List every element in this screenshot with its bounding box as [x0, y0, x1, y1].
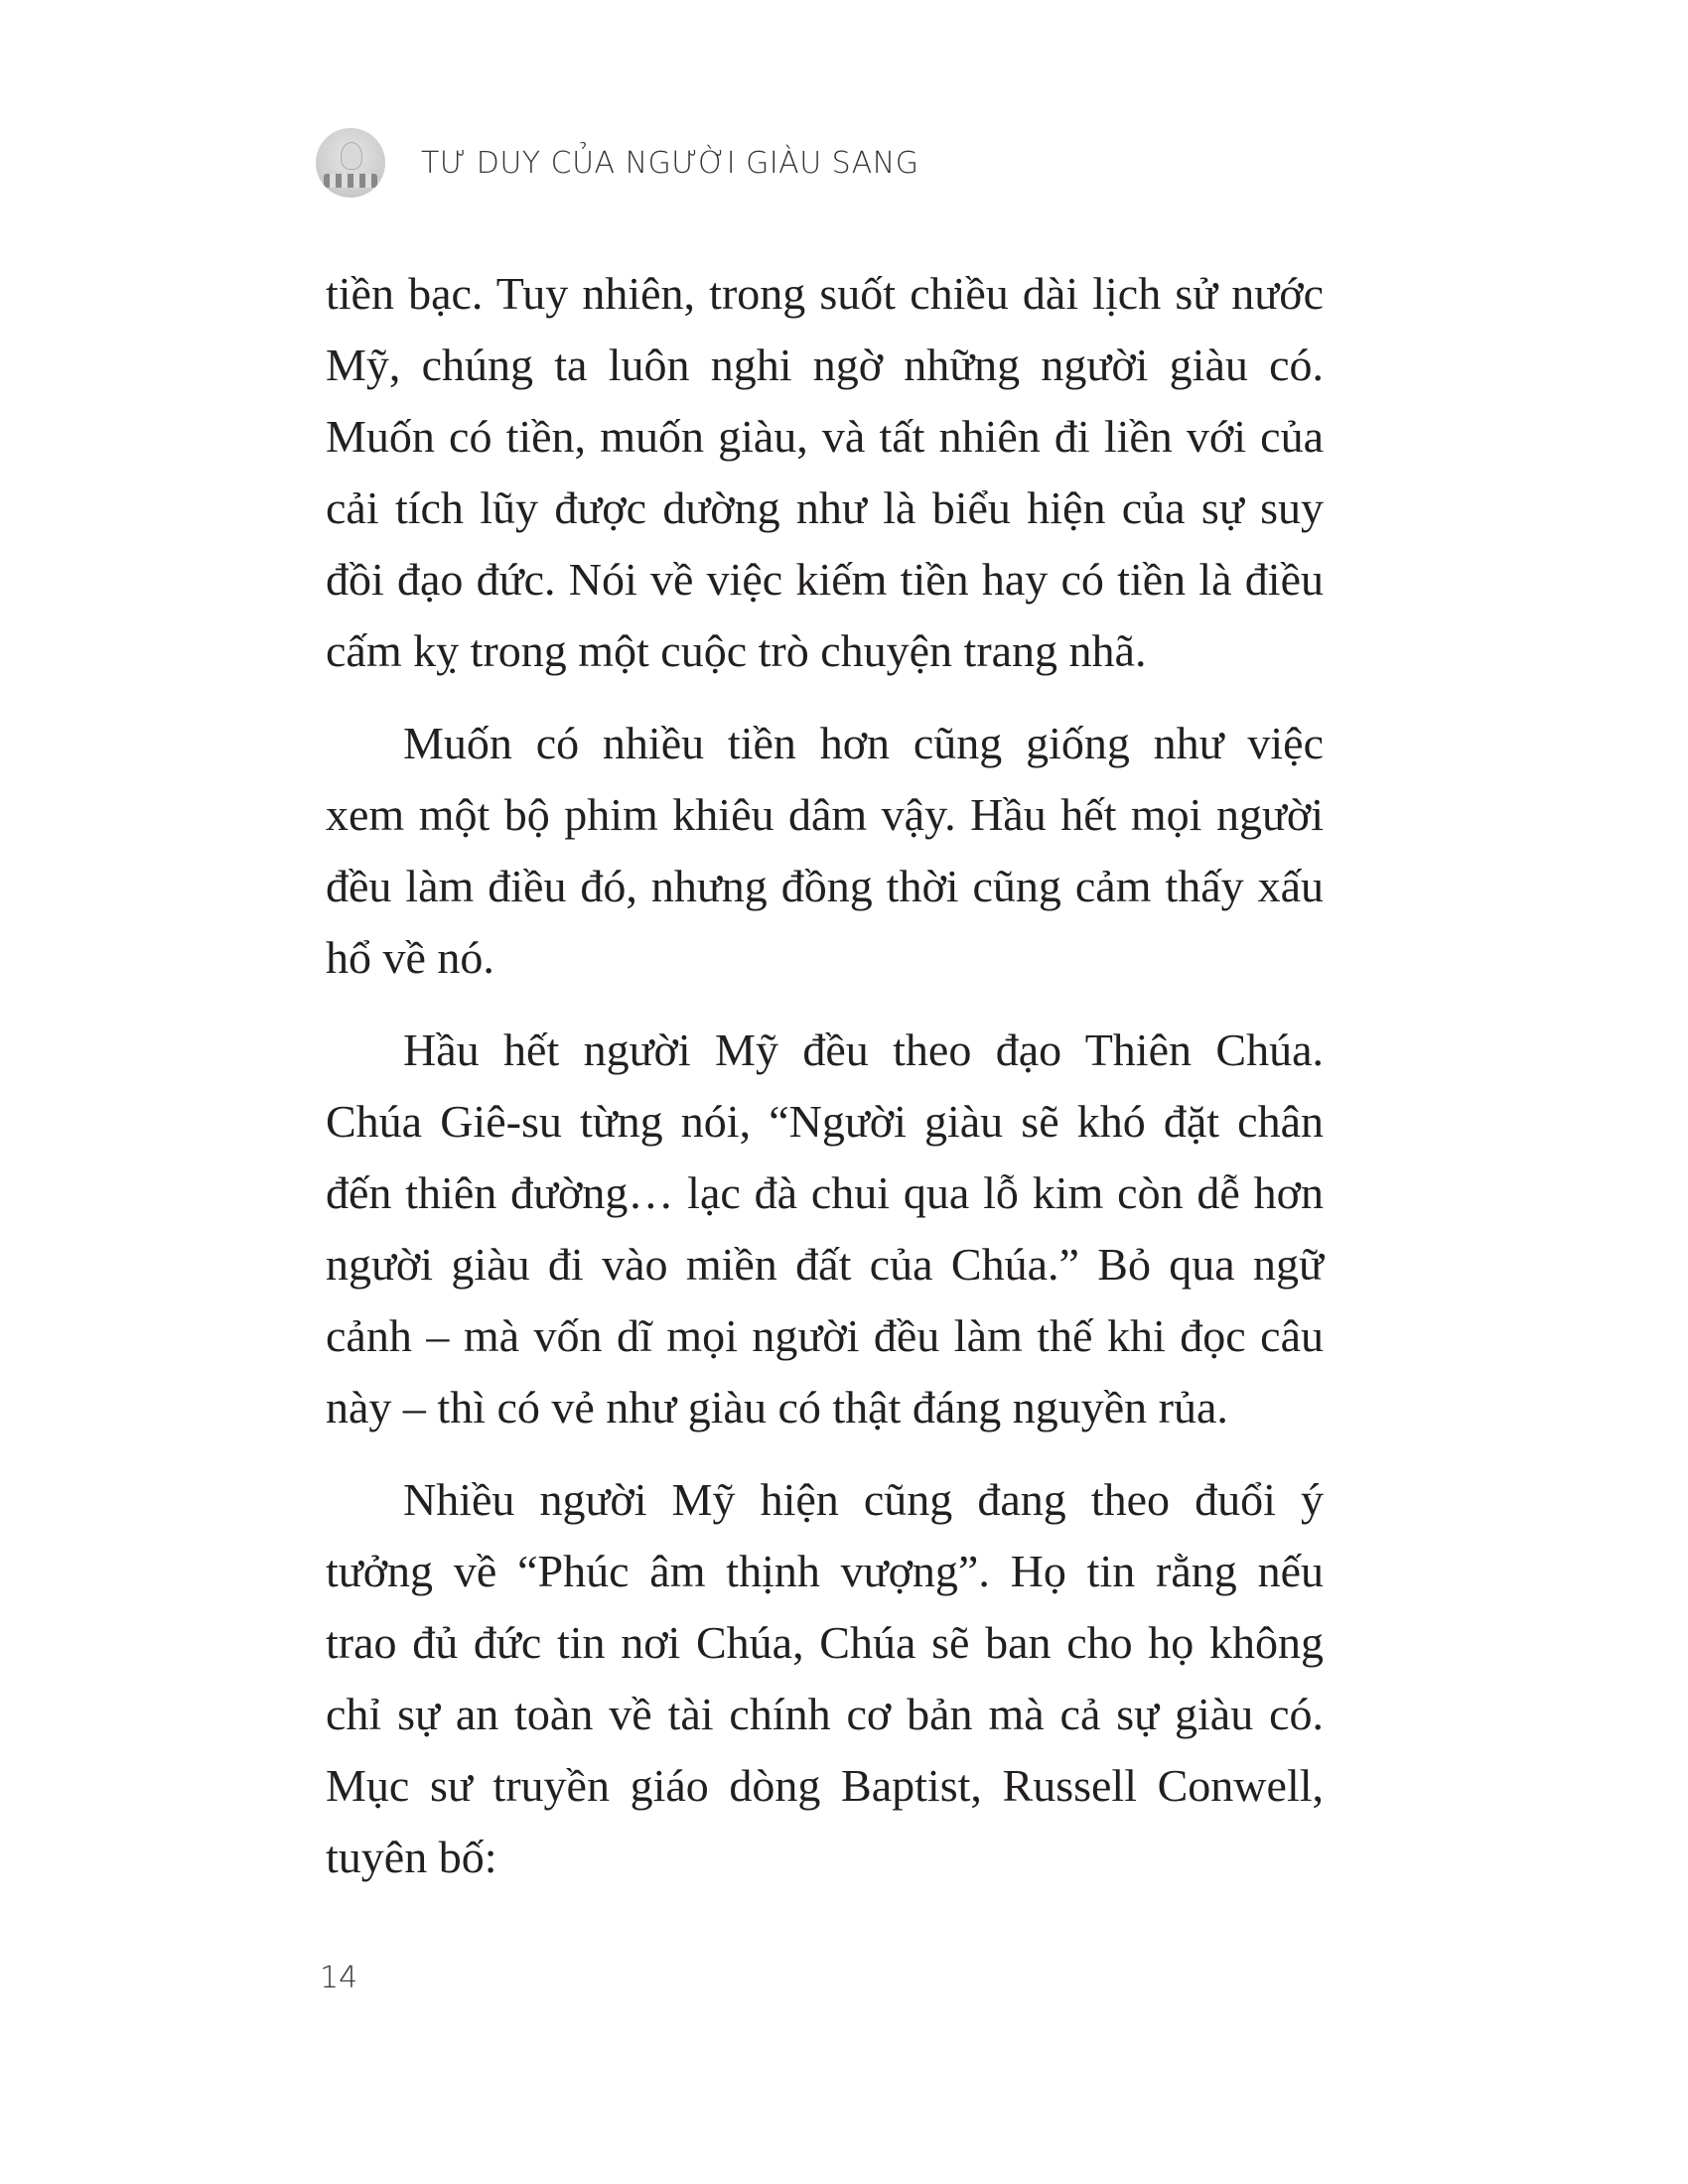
text-line: hổ về nó. — [326, 932, 494, 983]
text-line: Chúa Giê-su từng nói, “Người giàu sẽ khó đặt chân — [326, 1096, 1324, 1147]
text-line: Nhiều người Mỹ hiện cũng đang theo đuổi ý — [403, 1474, 1324, 1525]
text-line: tiền bạc. Tuy nhiên, trong suốt chiều dài lịch sử nước — [326, 268, 1324, 319]
text-line: Mục sư truyền giáo dòng Baptist, Russell Conwell, — [326, 1760, 1324, 1811]
paragraph — [326, 1015, 1324, 1443]
text-line: xem một bộ phim khiêu dâm vậy. Hầu hết mọi người — [326, 789, 1324, 840]
text-line: Muốn có nhiều tiền hơn cũng giống như việc — [403, 718, 1324, 768]
text-line: người giàu đi vào miền đất của Chúa.” Bỏ qua ngữ — [326, 1239, 1324, 1290]
running-header — [316, 127, 919, 199]
paragraph — [326, 708, 1324, 994]
text-line: tuyên bố: — [326, 1832, 497, 1882]
paragraph — [326, 258, 1324, 687]
text-line: Mỹ, chúng ta luôn nghi ngờ những người giàu có. — [326, 340, 1324, 390]
text-line: chỉ sự an toàn về tài chính cơ bản mà cả sự giàu có. — [326, 1689, 1324, 1739]
text-line: đến thiên đường… lạc đà chui qua lỗ kim còn dễ hơn — [326, 1167, 1324, 1218]
lightbulb-logo-icon — [316, 128, 385, 198]
text-line: Muốn có tiền, muốn giàu, và tất nhiên đi liền với của — [326, 411, 1324, 462]
body-text — [326, 258, 1324, 1914]
text-line: đồi đạo đức. Nói về việc kiếm tiền hay có tiền là điều — [326, 554, 1324, 605]
text-line: Hầu hết người Mỹ đều theo đạo Thiên Chúa. — [403, 1024, 1324, 1075]
text-line: đều làm điều đó, nhưng đồng thời cũng cảm thấy xấu — [326, 861, 1324, 911]
text-line: này – thì có vẻ như giàu có thật đáng nguyền rủa. — [326, 1382, 1228, 1433]
page-number: 14 — [320, 1961, 358, 1995]
book-title: TƯ DUY CỦA NGƯỜI GIÀU SANG — [421, 145, 919, 181]
text-line: tưởng về “Phúc âm thịnh vượng”. Họ tin rằng nếu — [326, 1546, 1324, 1596]
text-line: cải tích lũy được dường như là biểu hiện của sự suy — [326, 482, 1324, 533]
text-line: cấm kỵ trong một cuộc trò chuyện trang nhã. — [326, 625, 1147, 676]
paragraph — [326, 1464, 1324, 1893]
text-line: cảnh – mà vốn dĩ mọi người đều làm thế khi đọc câu — [326, 1310, 1324, 1361]
text-line: trao đủ đức tin nơi Chúa, Chúa sẽ ban cho họ không — [326, 1617, 1324, 1668]
